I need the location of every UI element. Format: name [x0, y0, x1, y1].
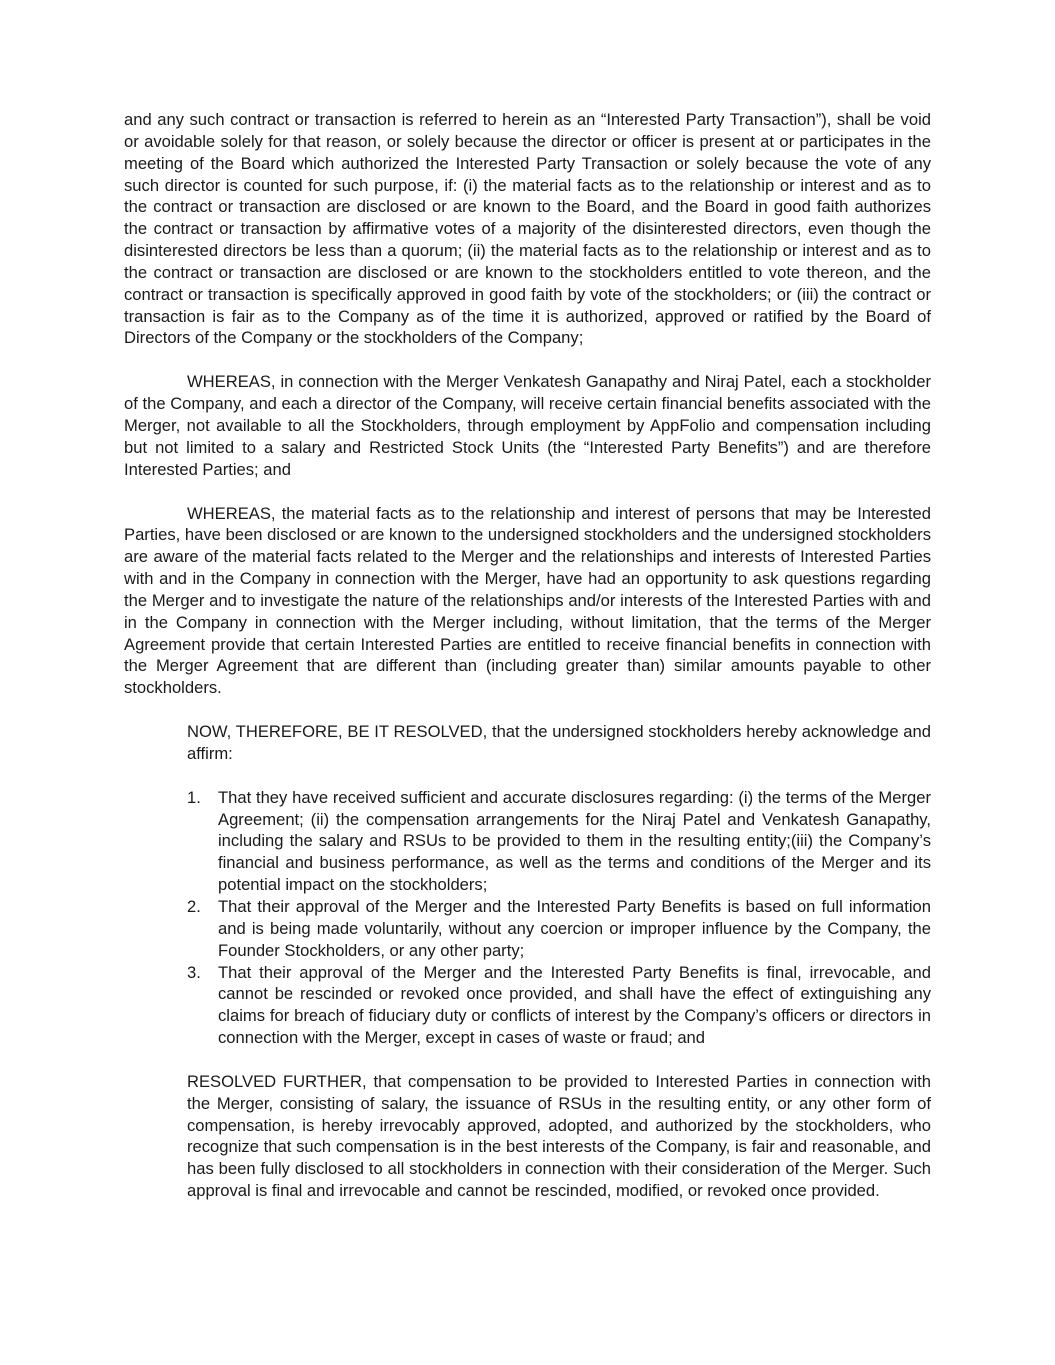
list-item-text: That their approval of the Merger and the Interested Party Benefits is final, irrevocable, and cannot be rescinded or revoked once provided, and shall have the effect of extinguishing any claims for breach of fiduciary duty or conflicts of interest by the Company’s officers or directors in connection with the Merger, except in cases of waste or fraud; and	[218, 962, 931, 1048]
document-page	[124, 109, 931, 1202]
paragraph-now-therefore-resolved: NOW, THEREFORE, BE IT RESOLVED, that the undersigned stockholders hereby acknowledge and affirm:	[187, 722, 931, 763]
paragraph-interested-party-transaction: and any such contract or transaction is referred to herein as an “Interested Party Transaction”), shall be void or avoidable solely for that reason, or solely because the director or officer is present at or participates in the meeting of the Board which authorized the Interested Party Transaction or solely because the vote of any such director is counted for such purpose, if: (i) the material facts as to the relationship or interest and as to the contract or transaction are disclosed or are known to the Board, and the Board in good faith authorizes the contract or transaction by affirmative votes of a majority of the disinterested directors, even though the disinterested directors be less than a quorum; (ii) the material facts as to the relationship or interest and as to the contract or transaction are disclosed or are known to the stockholders entitled to vote thereon, and the contract or transaction is specifically approved in good faith by vote of the stockholders; or (iii) the contract or transaction is fair as to the Company as of the time it is authorized, approved or ratified by the Board of Directors of the Company or the stockholders of the Company;	[124, 110, 931, 348]
acknowledgement-list	[187, 787, 931, 1049]
list-item	[187, 896, 931, 962]
list-item-text: That they have received sufficient and accurate disclosures regarding: (i) the terms of the Merger Agreement; (ii) the compensation arrangements for the Niraj Patel and Venkatesh Ganapathy, including the salary and RSUs to be provided to them in the resulting entity;(iii) the Company’s financial and business performance, as well as the terms and conditions of the Merger and its potential impact on the stockholders;	[218, 787, 931, 895]
paragraph-whereas-disclosure: WHEREAS, the material facts as to the relationship and interest of persons that may be Interested Parties, have been disclosed or are known to the undersigned stockholders and the undersigned stockholders are aware of the material facts related to the Merger and the relationships and interests of Interested Parties with and in the Company in connection with the Merger, have had an opportunity to ask questions regarding the Merger and to investigate the nature of the relationships and/or interests of the Interested Parties with and in the Company in connection with the Merger including, without limitation, that the terms of the Merger Agreement provide that certain Interested Parties are entitled to receive financial benefits in connection with the Merger Agreement that are different than (including greater than) similar amounts payable to other stockholders.	[124, 503, 931, 698]
paragraph-whereas-benefits: WHEREAS, in connection with the Merger Venkatesh Ganapathy and Niraj Patel, each a stockholder of the Company, and each a director of the Company, will receive certain financial benefits associated with the Merger, not available to all the Stockholders, through employment by AppFolio and compensation including but not limited to a salary and Restricted Stock Units (the “Interested Party Benefits”) and are therefore Interested Parties; and	[124, 372, 931, 479]
list-item	[187, 962, 931, 1049]
paragraph-resolved-further: RESOLVED FURTHER, that compensation to be provided to Interested Parties in connection with the Merger, consisting of salary, the issuance of RSUs in the resulting entity, or any other form of compensation, is hereby irrevocably approved, adopted, and authorized by the stockholders, who recognize that such compensation is in the best interests of the Company, is fair and reasonable, and has been fully disclosed to all stockholders in connection with their consideration of the Merger. Such approval is final and irrevocable and cannot be rescinded, modified, or revoked once provided.	[187, 1071, 931, 1201]
list-item-number: 3.	[187, 962, 201, 982]
list-item-text: That their approval of the Merger and the Interested Party Benefits is based on full information and is being made voluntarily, without any coercion or improper influence by the Company, the Founder Stockholders, or any other party;	[218, 897, 931, 960]
list-item-number: 1.	[187, 787, 201, 807]
list-item	[187, 787, 931, 896]
list-item-number: 2.	[187, 897, 201, 916]
